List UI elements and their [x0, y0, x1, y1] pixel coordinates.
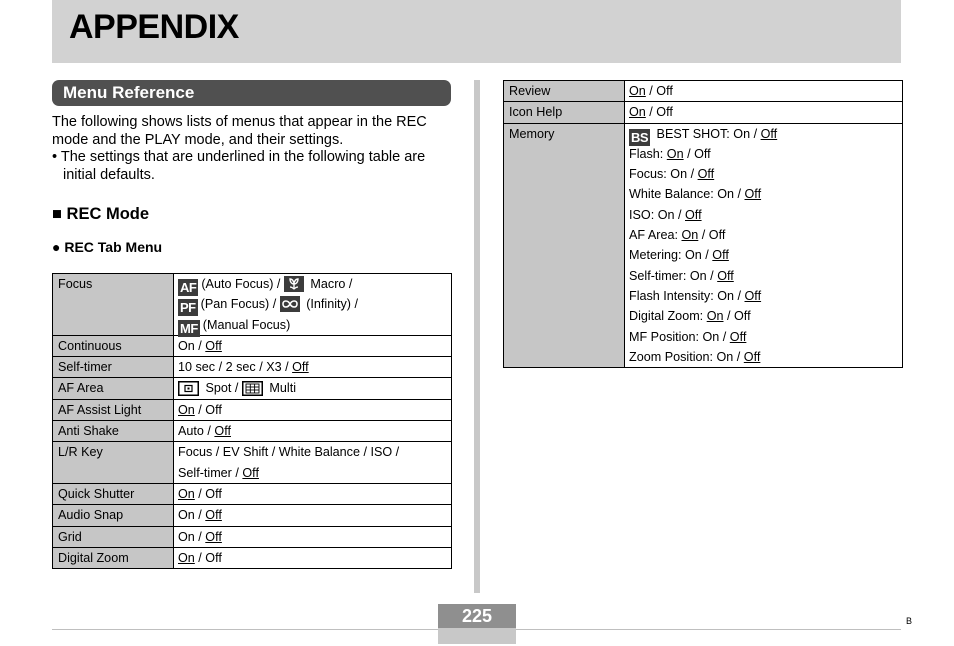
setting-text: (Auto Focus) /: [201, 277, 284, 291]
setting-line: [629, 245, 898, 265]
menu-item-settings: [174, 547, 452, 568]
setting-text: Macro /: [306, 277, 353, 291]
menu-item-label: L/R Key: [53, 442, 174, 484]
default-setting: Off: [760, 126, 778, 141]
default-setting: On: [629, 84, 646, 98]
table-row: [53, 357, 452, 378]
setting-line: [629, 327, 898, 347]
setting-line: [178, 527, 447, 547]
default-setting: Off: [205, 508, 222, 523]
menu-item-settings: [174, 357, 452, 378]
setting-text: 10 sec / 2 sec / X3 /: [178, 360, 293, 375]
setting-text: / Off: [645, 105, 673, 120]
setting-line: [178, 378, 447, 398]
menu-item-settings: [174, 505, 452, 526]
setting-text: MF Position: On /: [629, 329, 730, 344]
setting-text: Spot /: [202, 381, 242, 396]
table-row: [504, 102, 903, 123]
table-row: [53, 526, 452, 547]
setting-text: / Off: [698, 228, 726, 243]
setting-line: [178, 336, 447, 356]
table-row: [53, 547, 452, 568]
left-column: [52, 80, 451, 255]
menu-item-label: Digital Zoom: [53, 547, 174, 568]
menu-item-settings: [174, 442, 452, 484]
header-band: [52, 0, 901, 63]
default-setting: Off: [712, 248, 729, 263]
table-row: [53, 505, 452, 526]
page-title: APPENDIX: [69, 8, 239, 46]
table-row: [53, 442, 452, 484]
menu-item-settings: [625, 81, 903, 102]
bs-icon: BS: [631, 129, 649, 145]
setting-text: On /: [178, 508, 206, 523]
setting-text: / Off: [194, 486, 222, 501]
setting-line: [629, 347, 898, 367]
corner-mark: B: [906, 616, 913, 626]
table-row: [53, 483, 452, 504]
table-row: [504, 81, 903, 102]
setting-text: AF Area:: [629, 228, 682, 243]
default-setting: Off: [292, 360, 309, 375]
setting-line: [629, 184, 898, 204]
menu-item-settings: [625, 102, 903, 123]
setting-line: [178, 274, 447, 294]
setting-line: [629, 306, 898, 326]
rec-mode-heading: ■ REC Mode: [52, 205, 150, 223]
default-setting: Off: [744, 187, 762, 202]
menu-item-settings: [174, 399, 452, 420]
setting-line: [629, 205, 898, 225]
setting-line: [629, 81, 898, 101]
menu-item-settings: [174, 421, 452, 442]
setting-text: White Balance: On /: [629, 187, 745, 202]
table-row: [504, 123, 903, 368]
menu-item-settings: [625, 123, 903, 368]
setting-text: / Off: [194, 402, 222, 417]
setting-text: On /: [178, 338, 206, 353]
default-setting: On: [681, 228, 699, 243]
setting-text: (Pan Focus) /: [200, 297, 280, 312]
default-setting: On: [178, 402, 195, 417]
section-heading: Menu Reference: [52, 80, 451, 106]
setting-line: [178, 421, 447, 441]
menu-item-label: Continuous: [53, 335, 174, 356]
setting-text: Self-timer: On /: [629, 268, 718, 283]
default-setting: On: [178, 486, 195, 501]
setting-line: [178, 484, 447, 504]
table-row: [53, 274, 452, 336]
setting-text: Auto /: [178, 424, 215, 439]
rec-tab-menu-table: [52, 273, 452, 569]
mf-icon: MF: [180, 320, 198, 336]
setting-text: Zoom Position: On /: [629, 349, 744, 364]
column-divider: [474, 80, 480, 593]
setting-line: [629, 164, 898, 184]
setting-text: Flash Intensity: On /: [629, 288, 745, 303]
setting-text: Flash:: [629, 146, 667, 161]
setting-text: / Off: [194, 550, 222, 565]
setting-text: BEST SHOT: On /: [653, 126, 761, 141]
menu-item-label: Memory: [504, 123, 625, 368]
setting-text: Metering: On /: [629, 248, 713, 263]
setting-line: [629, 124, 898, 144]
setting-text: / Off: [683, 146, 711, 161]
default-setting: On: [178, 550, 195, 565]
menu-item-label: Grid: [53, 526, 174, 547]
default-setting: Off: [205, 338, 222, 353]
default-setting: Off: [205, 529, 222, 544]
setting-text: Digital Zoom:: [629, 309, 707, 324]
table-row: [53, 421, 452, 442]
setting-text: Multi: [265, 381, 296, 396]
menu-item-settings: [174, 274, 452, 336]
default-setting: Off: [744, 288, 762, 303]
default-setting: On: [706, 309, 724, 324]
menu-item-settings: [174, 378, 452, 399]
menu-item-label: Quick Shutter: [53, 483, 174, 504]
default-setting: On: [666, 146, 684, 161]
setting-line: [178, 294, 447, 314]
setting-text: (Infinity) /: [302, 297, 359, 312]
setting-text: Focus: On /: [629, 167, 698, 182]
rec-tab-heading: ● REC Tab Menu: [52, 239, 163, 255]
page-number: 225: [438, 604, 516, 628]
setting-line: [178, 463, 447, 483]
menu-item-label: Self-timer: [53, 357, 174, 378]
setting-line: [629, 286, 898, 306]
af-icon: AF: [180, 280, 197, 295]
pf-icon: PF: [180, 300, 196, 316]
menu-item-label: Anti Shake: [53, 421, 174, 442]
default-setting: Off: [743, 349, 761, 364]
intro-bullet: • The settings that are underlined in the following table are initial defaults.: [52, 149, 426, 183]
menu-item-label: Review: [504, 81, 625, 102]
setting-line: [178, 315, 447, 335]
menu-item-label: AF Area: [53, 378, 174, 399]
setting-text: Focus / EV Shift / White Balance / ISO /: [178, 445, 400, 460]
setting-line: [629, 266, 898, 286]
setting-line: [178, 505, 447, 525]
default-setting: Off: [242, 465, 259, 480]
setting-text: ISO: On /: [629, 207, 685, 222]
menu-item-label: AF Assist Light: [53, 399, 174, 420]
table-row: [53, 335, 452, 356]
setting-line: [178, 400, 447, 420]
menu-item-settings: [174, 526, 452, 547]
setting-text: / Off: [645, 84, 673, 98]
setting-line: [178, 357, 447, 377]
default-setting: On: [629, 105, 646, 120]
setting-line: [178, 548, 447, 568]
menu-item-label: Icon Help: [504, 102, 625, 123]
page-number-box: [438, 604, 516, 644]
setting-text: Self-timer /: [178, 465, 243, 480]
menu-item-label: Audio Snap: [53, 505, 174, 526]
setting-line: [629, 225, 898, 245]
setting-line: [629, 102, 898, 122]
default-setting: Off: [729, 329, 747, 344]
setting-text: On /: [178, 529, 206, 544]
default-setting: Off: [214, 424, 231, 439]
multi-icon: [242, 381, 263, 402]
default-setting: Off: [717, 268, 734, 283]
rec-menu-table-continued: [503, 80, 903, 368]
menu-item-settings: [174, 335, 452, 356]
setting-text: (Manual Focus): [202, 317, 291, 332]
table-row: [53, 378, 452, 399]
menu-item-settings: [174, 483, 452, 504]
intro-text: The following shows lists of menus that appear in the REC mode and the PLAY mode, and their settings.: [52, 114, 427, 148]
default-setting: Off: [697, 167, 715, 182]
setting-line: [178, 442, 447, 462]
intro: [52, 114, 451, 184]
menu-item-label: Focus: [53, 274, 174, 336]
default-setting: Off: [685, 207, 702, 222]
setting-line: [629, 144, 898, 164]
setting-text: / Off: [723, 309, 751, 324]
